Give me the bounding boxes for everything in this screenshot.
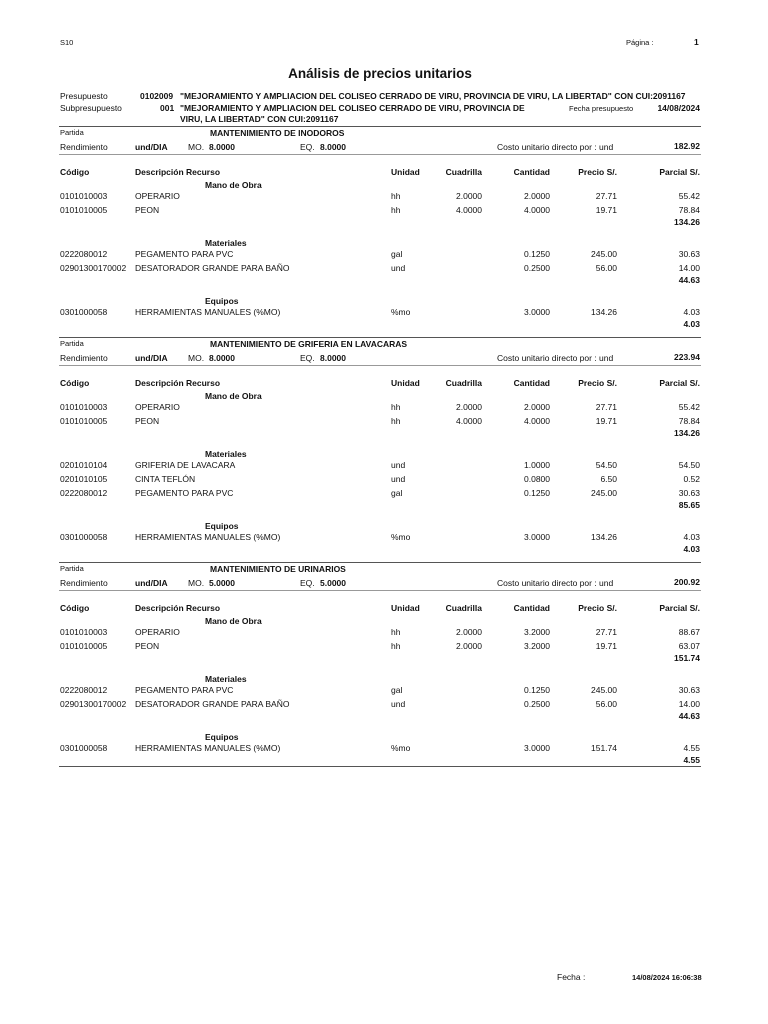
eq-value: 8.0000 <box>320 353 346 363</box>
subpresupuesto-name-line1: "MEJORAMIENTO Y AMPLIACION DEL COLISEO CERRADO DE VIRU, PROVINCIA DE <box>180 103 525 113</box>
column-header-unidad: Unidad <box>391 167 420 177</box>
group-title: Mano de Obra <box>205 616 262 626</box>
row-unidad: %mo <box>391 532 411 542</box>
presupuesto-label: Presupuesto <box>60 91 108 101</box>
group-subtotal: 151.74 <box>674 653 700 663</box>
row-precio: 245.00 <box>591 249 617 259</box>
group-title: Materiales <box>205 238 247 248</box>
page-number: 1 <box>694 37 699 47</box>
row-codigo: 0222080012 <box>60 488 108 498</box>
group-title: Equipos <box>205 732 239 742</box>
column-header-cuadrilla: Cuadrilla <box>445 603 482 613</box>
column-header-unidad: Unidad <box>391 603 420 613</box>
partida-name: MANTENIMIENTO DE GRIFERIA EN LAVACARAS <box>210 339 408 349</box>
column-header-parcial: Parcial S/. <box>659 378 700 388</box>
row-precio: 6.50 <box>600 474 617 484</box>
row-cantidad: 1.0000 <box>524 460 550 470</box>
group-subtotal: 4.55 <box>683 755 700 765</box>
column-header-cantidad: Cantidad <box>513 167 550 177</box>
row-precio: 56.00 <box>595 263 617 273</box>
row-precio: 56.00 <box>595 699 617 709</box>
group-title: Mano de Obra <box>205 391 262 401</box>
row-precio: 19.71 <box>595 205 617 215</box>
row-descripcion: PEGAMENTO PARA PVC <box>135 488 234 498</box>
row-unidad: hh <box>391 627 401 637</box>
footer-fecha-value: 14/08/2024 16:06:38 <box>632 973 702 982</box>
row-parcial: 30.63 <box>678 488 700 498</box>
row-parcial: 30.63 <box>678 249 700 259</box>
row-precio: 27.71 <box>595 191 617 201</box>
eq-value: 8.0000 <box>320 142 346 152</box>
row-unidad: %mo <box>391 307 411 317</box>
row-codigo: 0101010003 <box>60 627 108 637</box>
row-precio: 134.26 <box>591 307 617 317</box>
costo-unitario-value: 200.92 <box>674 577 700 587</box>
rendimiento-label: Rendimiento <box>60 578 108 588</box>
column-header-parcial: Parcial S/. <box>659 603 700 613</box>
row-descripcion: PEON <box>135 416 160 426</box>
divider-line <box>59 365 701 366</box>
column-header-cuadrilla: Cuadrilla <box>445 167 482 177</box>
row-codigo: 0101010005 <box>60 205 108 215</box>
group-title: Mano de Obra <box>205 180 262 190</box>
row-codigo: 0101010003 <box>60 191 108 201</box>
rendimiento-label: Rendimiento <box>60 353 108 363</box>
row-unidad: gal <box>391 685 403 695</box>
subpresupuesto-code: 001 <box>160 103 175 113</box>
row-parcial: 30.63 <box>678 685 700 695</box>
row-cuadrilla: 4.0000 <box>456 416 482 426</box>
row-unidad: gal <box>391 488 403 498</box>
group-subtotal: 134.26 <box>674 217 700 227</box>
row-precio: 19.71 <box>595 416 617 426</box>
row-precio: 27.71 <box>595 627 617 637</box>
row-cuadrilla: 2.0000 <box>456 191 482 201</box>
eq-value: 5.0000 <box>320 578 346 588</box>
row-cuadrilla: 2.0000 <box>456 402 482 412</box>
group-subtotal: 4.03 <box>683 544 700 554</box>
fecha-presupuesto-value: 14/08/2024 <box>657 103 700 113</box>
mo-label: MO. <box>188 142 205 152</box>
group-title: Equipos <box>205 521 239 531</box>
rendimiento-label: Rendimiento <box>60 142 108 152</box>
divider-line <box>59 337 701 338</box>
row-cantidad: 0.2500 <box>524 263 550 273</box>
row-cuadrilla: 4.0000 <box>456 205 482 215</box>
rendimiento-unit: und/DIA <box>135 578 168 588</box>
group-title: Materiales <box>205 674 247 684</box>
row-unidad: und <box>391 460 406 470</box>
row-cantidad: 4.0000 <box>524 205 550 215</box>
column-header-descripcion: Descripción Recurso <box>135 378 221 388</box>
row-unidad: hh <box>391 205 401 215</box>
mo-label: MO. <box>188 578 205 588</box>
divider-line <box>59 590 701 591</box>
partida-name: MANTENIMIENTO DE URINARIOS <box>210 564 346 574</box>
eq-label: EQ. <box>300 353 315 363</box>
row-cantidad: 2.0000 <box>524 402 550 412</box>
end-divider-line <box>59 766 701 767</box>
footer-fecha-label: Fecha : <box>557 972 586 982</box>
column-header-parcial: Parcial S/. <box>659 167 700 177</box>
divider-line <box>59 154 701 155</box>
row-descripcion: OPERARIO <box>135 191 180 201</box>
row-parcial: 0.52 <box>683 474 700 484</box>
row-precio: 54.50 <box>595 460 617 470</box>
eq-label: EQ. <box>300 142 315 152</box>
row-cantidad: 3.0000 <box>524 743 550 753</box>
divider-line <box>59 562 701 563</box>
row-unidad: %mo <box>391 743 411 753</box>
column-header-cuadrilla: Cuadrilla <box>445 378 482 388</box>
row-descripcion: PEON <box>135 641 160 651</box>
row-descripcion: HERRAMIENTAS MANUALES (%MO) <box>135 743 281 753</box>
row-cantidad: 0.1250 <box>524 685 550 695</box>
row-cantidad: 0.0800 <box>524 474 550 484</box>
row-codigo: 0101010003 <box>60 402 108 412</box>
rendimiento-unit: und/DIA <box>135 353 168 363</box>
column-header-cantidad: Cantidad <box>513 378 550 388</box>
row-descripcion: HERRAMIENTAS MANUALES (%MO) <box>135 532 281 542</box>
group-subtotal: 4.03 <box>683 319 700 329</box>
row-cuadrilla: 2.0000 <box>456 641 482 651</box>
row-codigo: 0301000058 <box>60 743 108 753</box>
costo-unitario-label: Costo unitario directo por : und <box>497 578 614 588</box>
column-header-descripcion: Descripción Recurso <box>135 167 221 177</box>
divider-line <box>59 126 701 127</box>
row-cantidad: 3.2000 <box>524 627 550 637</box>
row-unidad: hh <box>391 641 401 651</box>
partida-label: Partida <box>60 564 84 573</box>
row-cantidad: 0.1250 <box>524 488 550 498</box>
row-codigo: 0101010005 <box>60 416 108 426</box>
row-codigo: 02901300170002 <box>60 263 127 273</box>
row-unidad: und <box>391 699 406 709</box>
row-precio: 27.71 <box>595 402 617 412</box>
row-codigo: 0222080012 <box>60 685 108 695</box>
group-subtotal: 85.65 <box>678 500 700 510</box>
row-precio: 151.74 <box>591 743 617 753</box>
row-descripcion: CINTA TEFLÓN <box>135 474 196 484</box>
row-descripcion: PEGAMENTO PARA PVC <box>135 249 234 259</box>
column-header-descripcion: Descripción Recurso <box>135 603 221 613</box>
row-parcial: 4.55 <box>683 743 700 753</box>
row-parcial: 14.00 <box>678 699 700 709</box>
costo-unitario-label: Costo unitario directo por : und <box>497 142 614 152</box>
row-descripcion: OPERARIO <box>135 627 180 637</box>
row-cantidad: 0.2500 <box>524 699 550 709</box>
row-unidad: und <box>391 263 406 273</box>
row-cantidad: 0.1250 <box>524 249 550 259</box>
page-title: Análisis de precios unitarios <box>288 66 472 81</box>
row-codigo: 0222080012 <box>60 249 108 259</box>
row-parcial: 63.07 <box>678 641 700 651</box>
presupuesto-name: "MEJORAMIENTO Y AMPLIACION DEL COLISEO CERRADO DE VIRU, PROVINCIA DE VIRU, LA LIBERTAD" CON CUI:2091167 <box>180 91 686 101</box>
row-precio: 134.26 <box>591 532 617 542</box>
row-parcial: 78.84 <box>678 416 700 426</box>
column-header-cantidad: Cantidad <box>513 603 550 613</box>
row-descripcion: PEGAMENTO PARA PVC <box>135 685 234 695</box>
mo-value: 5.0000 <box>209 578 235 588</box>
row-descripcion: HERRAMIENTAS MANUALES (%MO) <box>135 307 281 317</box>
eq-label: EQ. <box>300 578 315 588</box>
row-precio: 245.00 <box>591 488 617 498</box>
column-header-codigo: Código <box>60 378 90 388</box>
row-cantidad: 3.2000 <box>524 641 550 651</box>
row-precio: 245.00 <box>591 685 617 695</box>
row-descripcion: PEON <box>135 205 160 215</box>
partida-label: Partida <box>60 339 84 348</box>
row-parcial: 4.03 <box>683 307 700 317</box>
row-cantidad: 4.0000 <box>524 416 550 426</box>
row-codigo: 0201010104 <box>60 460 108 470</box>
row-cantidad: 3.0000 <box>524 307 550 317</box>
row-parcial: 55.42 <box>678 191 700 201</box>
mo-label: MO. <box>188 353 205 363</box>
costo-unitario-value: 223.94 <box>674 352 700 362</box>
row-codigo: 0301000058 <box>60 307 108 317</box>
row-codigo: 02901300170002 <box>60 699 127 709</box>
column-header-precio: Precio S/. <box>578 378 617 388</box>
row-unidad: hh <box>391 416 401 426</box>
partida-name: MANTENIMIENTO DE INODOROS <box>210 128 345 138</box>
row-codigo: 0201010105 <box>60 474 108 484</box>
column-header-unidad: Unidad <box>391 378 420 388</box>
row-precio: 19.71 <box>595 641 617 651</box>
row-descripcion: DESATORADOR GRANDE PARA BAÑO <box>135 263 290 273</box>
column-header-codigo: Código <box>60 603 90 613</box>
row-descripcion: GRIFERIA DE LAVACARA <box>135 460 236 470</box>
costo-unitario-value: 182.92 <box>674 141 700 151</box>
fecha-presupuesto-label: Fecha presupuesto <box>569 104 634 113</box>
mo-value: 8.0000 <box>209 353 235 363</box>
costo-unitario-label: Costo unitario directo por : und <box>497 353 614 363</box>
column-header-precio: Precio S/. <box>578 603 617 613</box>
mo-value: 8.0000 <box>209 142 235 152</box>
row-unidad: gal <box>391 249 403 259</box>
row-parcial: 78.84 <box>678 205 700 215</box>
column-header-precio: Precio S/. <box>578 167 617 177</box>
row-descripcion: OPERARIO <box>135 402 180 412</box>
row-codigo: 0301000058 <box>60 532 108 542</box>
row-parcial: 55.42 <box>678 402 700 412</box>
partida-label: Partida <box>60 128 84 137</box>
row-cantidad: 2.0000 <box>524 191 550 201</box>
group-title: Equipos <box>205 296 239 306</box>
subpresupuesto-label: Subpresupuesto <box>60 103 122 113</box>
subpresupuesto-name-line2: VIRU, LA LIBERTAD" CON CUI:2091167 <box>180 114 339 124</box>
row-descripcion: DESATORADOR GRANDE PARA BAÑO <box>135 699 290 709</box>
rendimiento-unit: und/DIA <box>135 142 168 152</box>
row-unidad: hh <box>391 402 401 412</box>
row-parcial: 88.67 <box>678 627 700 637</box>
row-codigo: 0101010005 <box>60 641 108 651</box>
presupuesto-code: 0102009 <box>140 91 174 101</box>
group-title: Materiales <box>205 449 247 459</box>
row-cantidad: 3.0000 <box>524 532 550 542</box>
group-subtotal: 44.63 <box>678 275 700 285</box>
row-cuadrilla: 2.0000 <box>456 627 482 637</box>
row-parcial: 54.50 <box>678 460 700 470</box>
row-parcial: 4.03 <box>683 532 700 542</box>
group-subtotal: 134.26 <box>674 428 700 438</box>
group-subtotal: 44.63 <box>678 711 700 721</box>
page-label: Página : <box>626 38 654 47</box>
row-unidad: und <box>391 474 406 484</box>
row-unidad: hh <box>391 191 401 201</box>
system-label: S10 <box>60 38 74 47</box>
row-parcial: 14.00 <box>678 263 700 273</box>
column-header-codigo: Código <box>60 167 90 177</box>
